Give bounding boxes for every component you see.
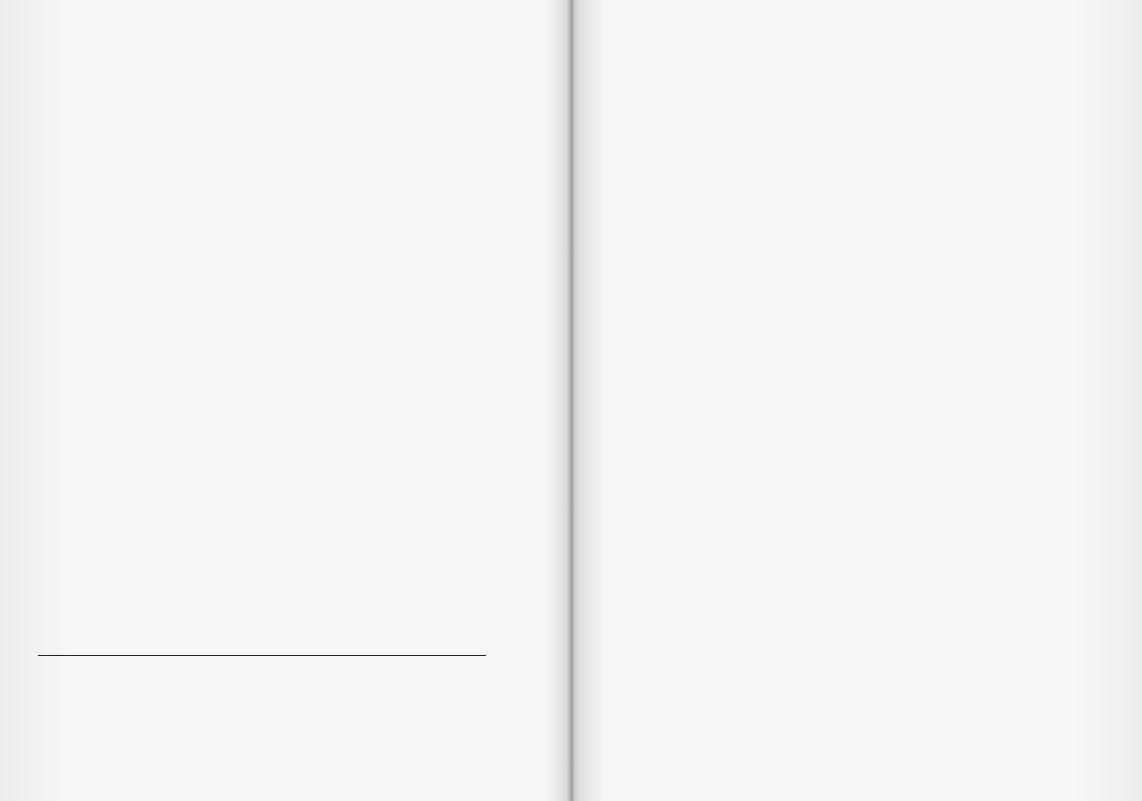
right-page (571, 0, 1142, 801)
footnote-rule (38, 655, 486, 656)
